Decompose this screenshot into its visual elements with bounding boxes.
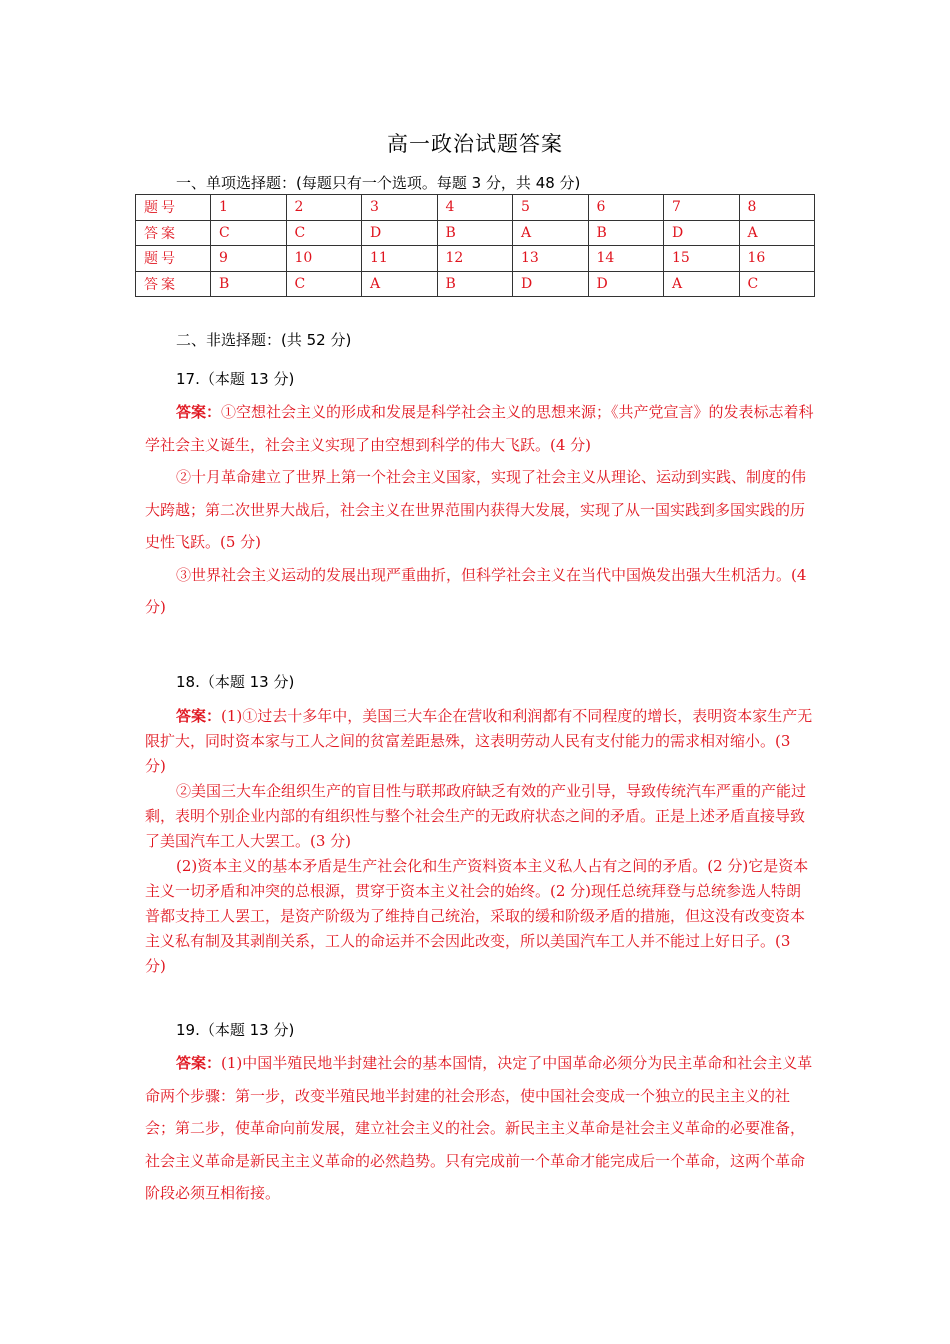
q19-paragraph-1 [145, 1047, 815, 1210]
answer-label: 答案： [176, 1054, 222, 1072]
table-cell: 11 [362, 246, 438, 272]
q18-paragraph-2: ②美国三大车企组织生产的盲目性与联邦政府缺乏有效的产业引导，导致传统汽车严重的产能过剩，表明个别企业内部的有组织性与整个社会生产的无政府状态之间的矛盾。正是上述矛盾直接导致了美国汽车工人大罢工。(3 分) [145, 782, 807, 850]
table-cell: 13 [513, 246, 589, 272]
answer-label: 答案： [176, 707, 222, 725]
table-cell: 12 [437, 246, 513, 272]
table-cell: 15 [664, 246, 740, 272]
table-cell: 2 [286, 195, 362, 221]
q18-paragraph-3: (2)资本主义的基本矛盾是生产社会化和生产资料资本主义私人占有之间的矛盾。(2 分)它是资本主义一切矛盾和冲突的总根源，贯穿于资本主义社会的始终。(2 分)现任总统拜登与总统参选人特朗普都支持工人罢工，是资产阶级为了维持自己统治，采取的缓和阶级矛盾的措施，但这没有改变资本主义私有制及其剥削关系，工人的命运并不会因此改变，所以美国汽车工人并不能过上好日子。(3 分) [145, 857, 809, 975]
q17-heading: 17.（本题 13 分) [176, 370, 295, 388]
q19-text-1: (1)中国半殖民地半封建社会的基本国情，决定了中国革命必须分为民主革命和社会主义革命两个步骤：第一步，改变半殖民地半封建的社会形态，使中国社会变成一个独立的民主主义的社会；第二步，使革命向前发展，建立社会主义的社会。新民主主义革命是社会主义革命的必要准备，社会主义革命是新民主主义革命的必然趋势。只有完成前一个革命才能完成后一个革命，这两个革命阶段必须互相衔接。 [145, 1054, 813, 1202]
table-cell: B [437, 220, 513, 246]
table-cell: 14 [588, 246, 664, 272]
q19-heading: 19.（本题 13 分) [176, 1021, 295, 1039]
answer-table [135, 194, 815, 297]
table-row [136, 195, 815, 221]
q17-answer [145, 396, 815, 624]
table-cell: 题号 [136, 195, 211, 221]
table-row [136, 246, 815, 272]
q17-paragraph-1 [145, 396, 815, 461]
section-1-heading: 一、单项选择题：(每题只有一个选项。每题 3 分，共 48 分) [176, 174, 581, 192]
table-cell: 3 [362, 195, 438, 221]
q17-paragraph-2: ②十月革命建立了世界上第一个社会主义国家，实现了社会主义从理论、运动到实践、制度的伟大跨越；第二次世界大战后，社会主义在世界范围内获得大发展，实现了从一国实践到多国实践的历史性飞跃。(5 分) [145, 468, 807, 551]
table-cell: B [588, 220, 664, 246]
table-cell: B [211, 271, 287, 297]
table-cell: 10 [286, 246, 362, 272]
table-cell: 8 [739, 195, 815, 221]
table-cell: D [588, 271, 664, 297]
table-cell: C [286, 220, 362, 246]
table-cell: 16 [739, 246, 815, 272]
table-cell: C [211, 220, 287, 246]
q18-text-1: (1)①过去十多年中，美国三大车企在营收和利润都有不同程度的增长，表明资本家生产无限扩大，同时资本家与工人之间的贫富差距悬殊，这表明劳动人民有支付能力的需求相对缩小。(3 分) [145, 707, 813, 775]
table-cell: C [286, 271, 362, 297]
q17-text-1: ①空想社会主义的形成和发展是科学社会主义的思想来源；《共产党宣言》的发表标志着科学社会主义诞生，社会主义实现了由空想到科学的伟大飞跃。(4 分) [145, 403, 814, 454]
table-cell: 答案 [136, 220, 211, 246]
table-cell: 9 [211, 246, 287, 272]
table-cell: 题号 [136, 246, 211, 272]
table-cell: A [513, 220, 589, 246]
table-cell: A [362, 271, 438, 297]
table-cell: D [362, 220, 438, 246]
table-cell: 5 [513, 195, 589, 221]
table-row [136, 220, 815, 246]
table-cell: 4 [437, 195, 513, 221]
q18-answer [145, 704, 815, 979]
page-title: 高一政治试题答案 [387, 132, 563, 156]
q17-paragraph-3: ③世界社会主义运动的发展出现严重曲折，但科学社会主义在当代中国焕发出强大生机活力。(4 分) [145, 565, 807, 616]
table-cell: B [437, 271, 513, 297]
table-cell: 7 [664, 195, 740, 221]
table-cell: A [664, 271, 740, 297]
q18-heading: 18.（本题 13 分) [176, 673, 295, 691]
section-2-heading: 二、非选择题：(共 52 分) [176, 331, 352, 349]
table-cell: 6 [588, 195, 664, 221]
q19-answer [145, 1047, 815, 1210]
table-row [136, 271, 815, 297]
answer-label: 答案： [176, 403, 222, 421]
table-cell: 1 [211, 195, 287, 221]
table-cell: D [664, 220, 740, 246]
table-cell: D [513, 271, 589, 297]
table-cell: A [739, 220, 815, 246]
table-cell: C [739, 271, 815, 297]
q18-paragraph-1 [145, 704, 815, 779]
table-cell: 答案 [136, 271, 211, 297]
